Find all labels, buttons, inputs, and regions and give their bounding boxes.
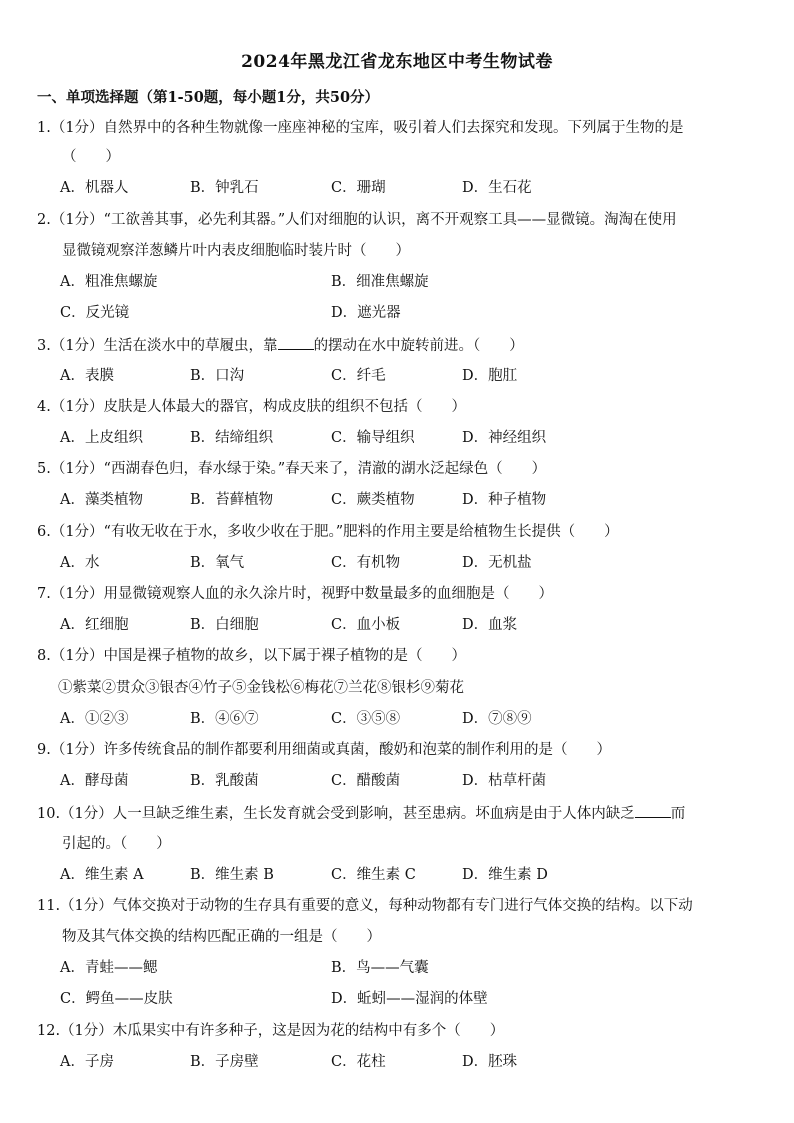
option-c[interactable]: C．血小板 [331,617,401,633]
option-a[interactable]: A．表膜 [60,368,114,384]
option-b[interactable]: B．④⑥⑦ [190,711,259,727]
option-a[interactable]: A．青蛙——鳃 [60,960,158,976]
option-b[interactable]: B．口沟 [190,368,245,384]
option-d[interactable]: D．神经组织 [462,430,547,446]
option-b[interactable]: B．白细胞 [190,617,259,633]
fill-in-blank [635,803,671,818]
question-1-line-1: 1.（1分）自然界中的各种生物就像一座座神秘的宝库，吸引着人们去探究和发现。下列属于生物的是 [37,120,684,136]
option-a[interactable]: A．子房 [60,1054,114,1070]
question-10-text-before-blank: 10.（1分）人一旦缺乏维生素，生长发育就会受到影响，甚至患病。坏血病是由于人体内缺乏 [37,806,635,822]
question-2-line-2: 显微镜观察洋葱鳞片叶内表皮细胞临时装片时（ ） [62,243,410,259]
option-b[interactable]: B．氧气 [190,555,245,571]
question-8-items: ①紫菜②贯众③银杏④竹子⑤金钱松⑥梅花⑦兰花⑧银杉⑨菊花 [58,680,464,696]
question-3-line-1 [37,335,524,356]
option-a[interactable]: A．①②③ [60,711,129,727]
option-c[interactable]: C．输导组织 [331,430,415,446]
question-10-line-1 [37,803,685,824]
question-9-line-1: 9.（1分）许多传统食品的制作都要利用细菌或真菌，酸奶和泡菜的制作利用的是（ ） [37,742,612,758]
option-c[interactable]: C．花柱 [331,1054,386,1070]
option-b[interactable]: B．细准焦螺旋 [331,274,429,290]
option-c[interactable]: C．醋酸菌 [331,773,401,789]
question-11-line-2: 物及其气体交换的结构匹配正确的一组是（ ） [62,929,381,945]
option-c[interactable]: C．珊瑚 [331,180,386,196]
option-d[interactable]: D．遮光器 [331,305,401,321]
option-b[interactable]: B．钟乳石 [190,180,259,196]
option-b[interactable]: B．子房壁 [190,1054,259,1070]
question-10-line-2: 引起的。（ ） [62,836,171,852]
option-d[interactable]: D．胚珠 [462,1054,518,1070]
option-a[interactable]: A．水 [60,555,100,571]
option-c[interactable]: C．维生素 C [331,867,416,883]
option-c[interactable]: C．鳄鱼——皮肤 [60,991,173,1007]
option-d[interactable]: D．维生素 D [462,867,548,883]
option-c[interactable]: C．③⑤⑧ [331,711,401,727]
option-b[interactable]: B．鸟——气囊 [331,960,429,976]
section-heading: 一、单项选择题（第1-50题，每小题1分，共50分） [37,89,380,106]
question-3-text-before-blank: 3.（1分）生活在淡水中的草履虫，靠 [37,338,278,354]
question-1-line-2: （ ） [62,149,120,165]
question-8-line-1: 8.（1分）中国是裸子植物的故乡，以下属于裸子植物的是（ ） [37,648,467,664]
option-a[interactable]: A．维生素 A [60,867,144,883]
option-b[interactable]: B．维生素 B [190,867,274,883]
option-a[interactable]: A．藻类植物 [60,492,143,508]
question-3-text-after-blank: 的摆动在水中旋转前进。（ ） [313,338,524,354]
option-b[interactable]: B．苔藓植物 [190,492,274,508]
option-d[interactable]: D．蚯蚓——湿润的体壁 [331,991,488,1007]
page-title: 2024年黑龙江省龙东地区中考生物试卷 [241,52,553,72]
option-d[interactable]: D．血浆 [462,617,518,633]
option-a[interactable]: A．红细胞 [60,617,129,633]
fill-in-blank [278,335,314,350]
option-c[interactable]: C．蕨类植物 [331,492,415,508]
option-b[interactable]: B．乳酸菌 [190,773,259,789]
question-6-line-1: 6.（1分）“有收无收在于水，多收少收在于肥。”肥料的作用主要是给植物生长提供（ ） [37,524,619,540]
option-a[interactable]: A．酵母菌 [60,773,129,789]
question-2-line-1: 2.（1分）“工欲善其事，必先利其器。”人们对细胞的认识，离不开观察工具——显微镜。淘淘在使用 [37,212,677,228]
option-d[interactable]: D．种子植物 [462,492,547,508]
question-11-line-1: 11.（1分）气体交换对于动物的生存具有重要的意义，每种动物都有专门进行气体交换的结构。以下动 [37,898,693,914]
question-4-line-1: 4.（1分）皮肤是人体最大的器官，构成皮肤的组织不包括（ ） [37,399,467,415]
option-a[interactable]: A．机器人 [60,180,129,196]
option-d[interactable]: D．枯草杆菌 [462,773,547,789]
question-12-line-1: 12.（1分）木瓜果实中有许多种子，这是因为花的结构中有多个（ ） [37,1023,505,1039]
option-d[interactable]: D．⑦⑧⑨ [462,711,532,727]
option-c[interactable]: C．有机物 [331,555,401,571]
option-c[interactable]: C．反光镜 [60,305,130,321]
question-5-line-1: 5.（1分）“西湖春色归，春水绿于染。”春天来了，清澈的湖水泛起绿色（ ） [37,461,547,477]
question-10-text-after-blank: 而 [670,806,686,822]
option-a[interactable]: A．粗准焦螺旋 [60,274,158,290]
option-c[interactable]: C．纤毛 [331,368,386,384]
option-d[interactable]: D．胞肛 [462,368,518,384]
option-b[interactable]: B．结缔组织 [190,430,274,446]
option-d[interactable]: D．无机盐 [462,555,532,571]
option-a[interactable]: A．上皮组织 [60,430,143,446]
question-7-line-1: 7.（1分）用显微镜观察人血的永久涂片时，视野中数量最多的血细胞是（ ） [37,586,554,602]
option-d[interactable]: D．生石花 [462,180,532,196]
